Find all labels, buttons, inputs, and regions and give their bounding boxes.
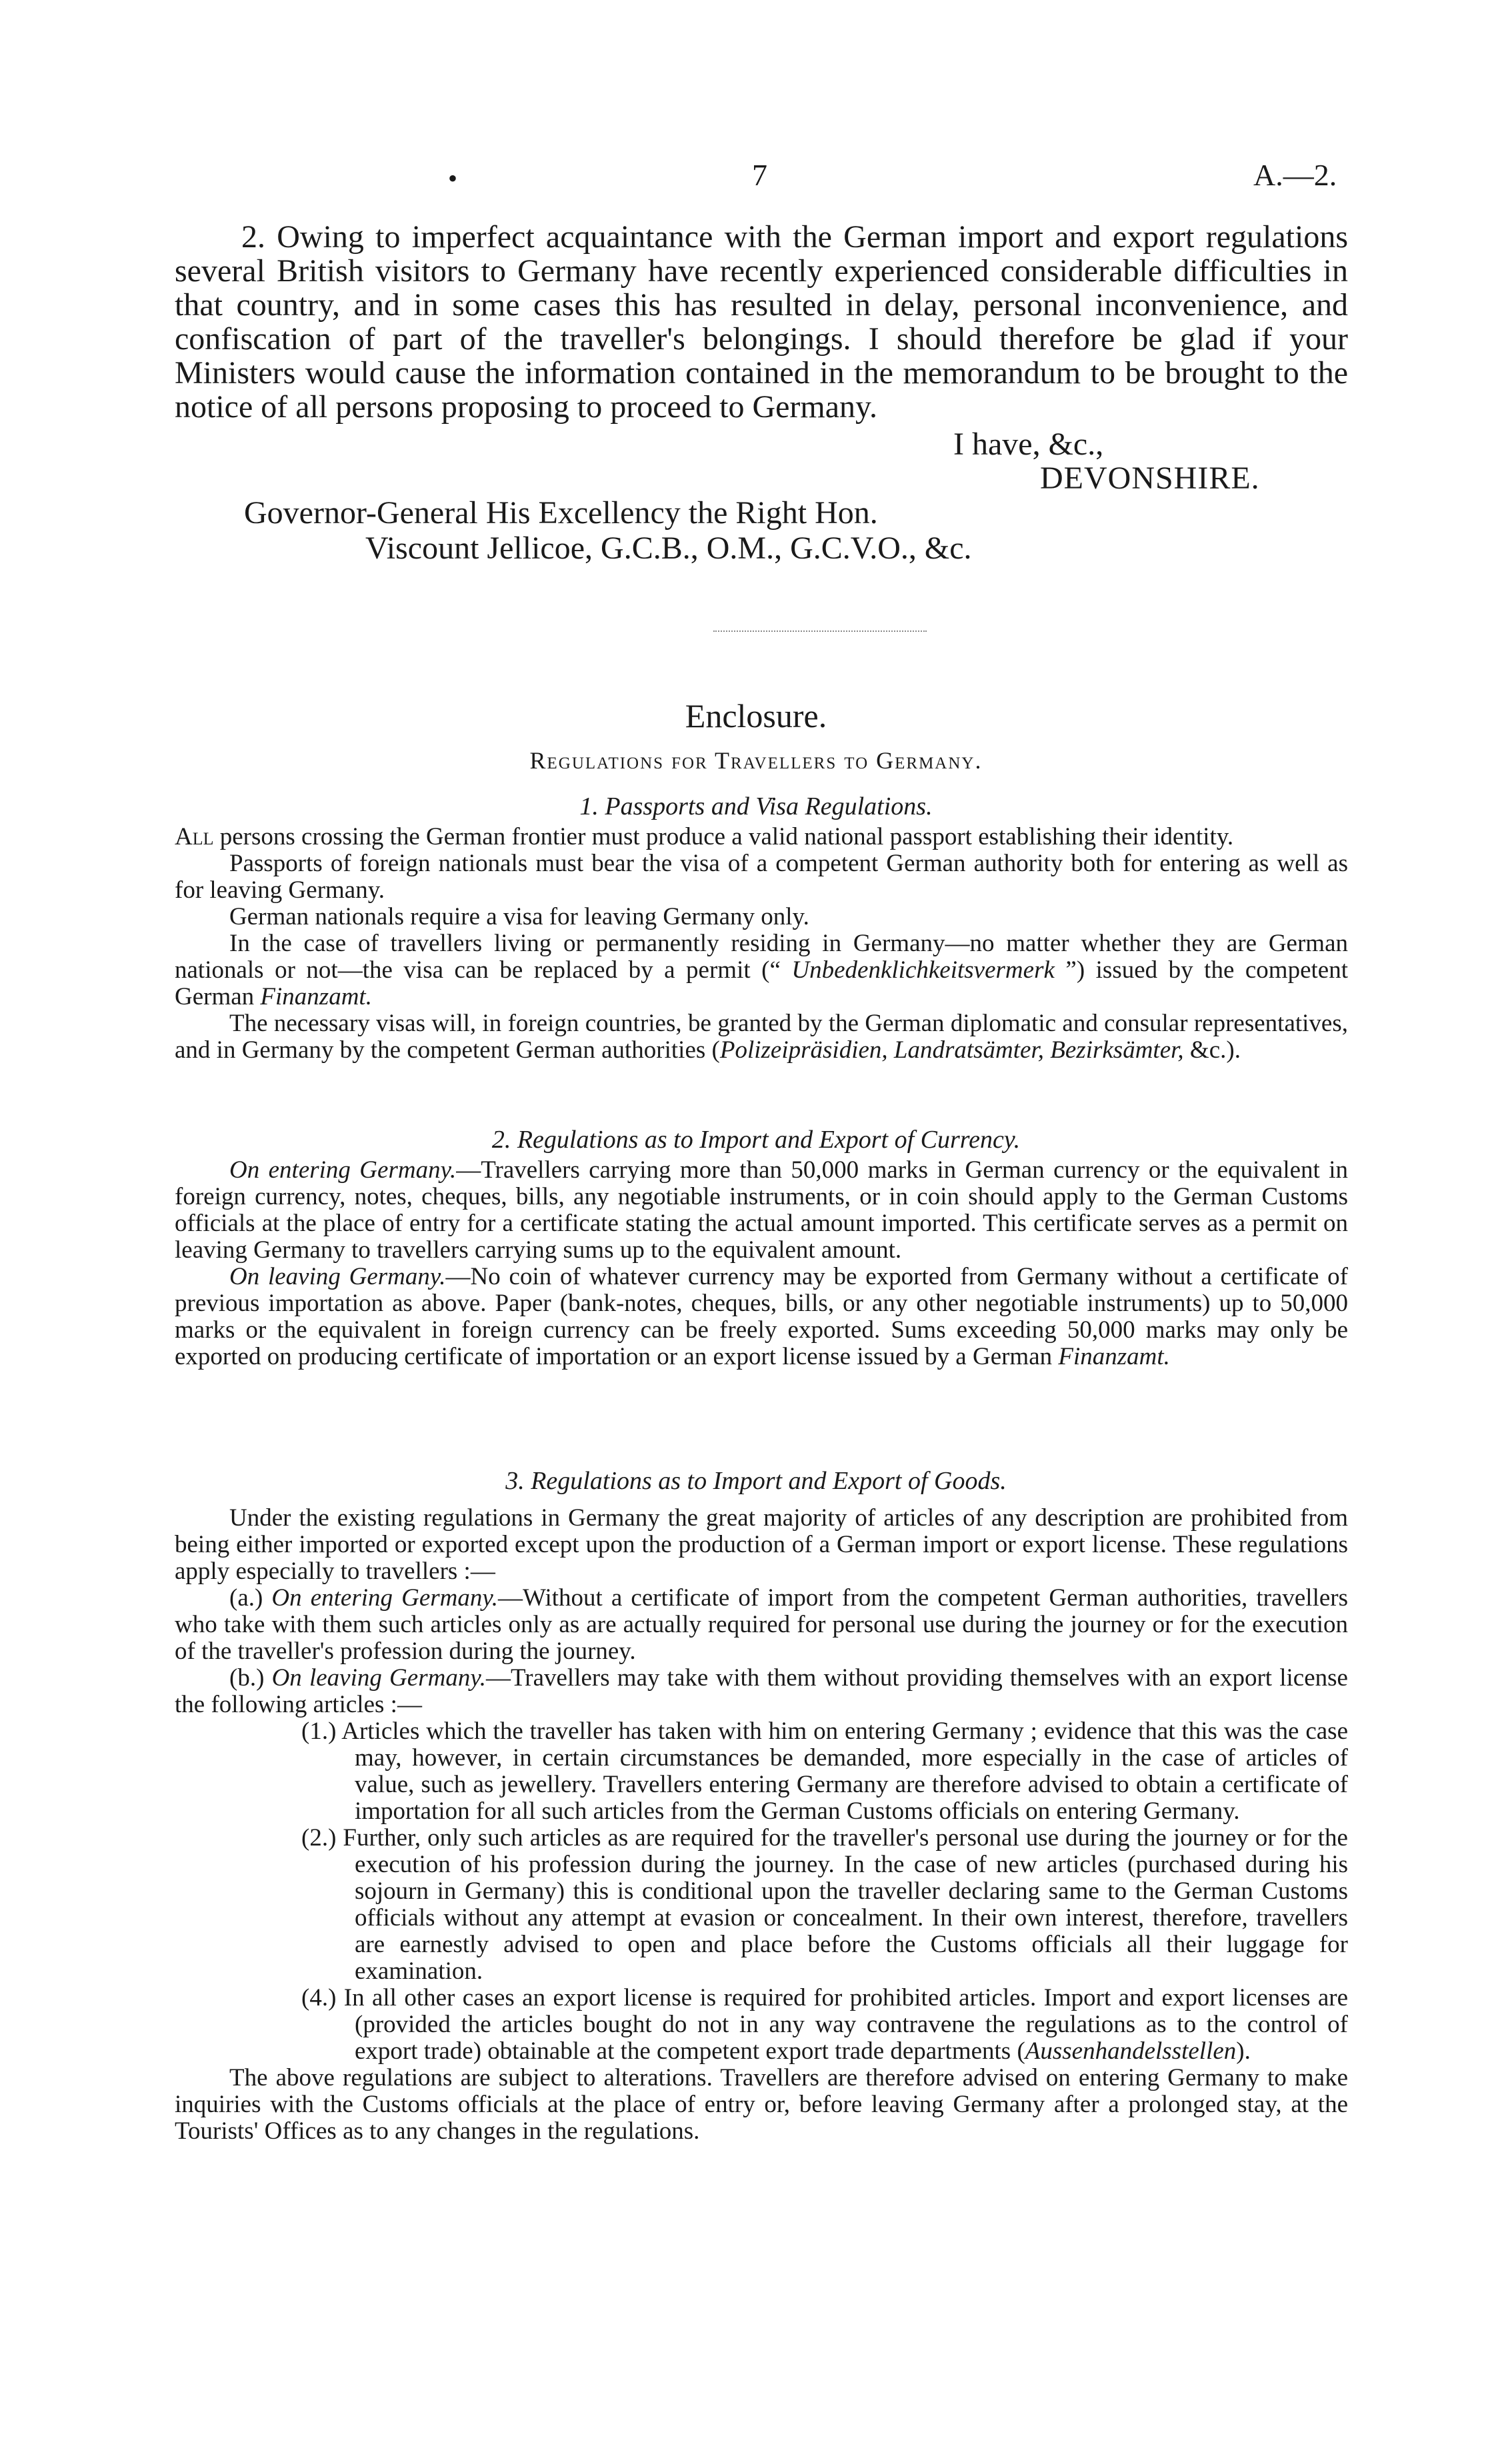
page-number: 7 bbox=[752, 158, 767, 192]
section-1-paragraph-5 bbox=[175, 1010, 1348, 1064]
paragraph-text: In the case of travellers living or permanently residing in Germany—no matter whether they are German nationals or not—the visa can be replaced by a permit (“ bbox=[175, 930, 1348, 984]
paragraph-text: ”) issued by the competent German bbox=[175, 956, 1348, 1010]
section-2-paragraph-1 bbox=[175, 1157, 1348, 1264]
section-1-paragraph-1 bbox=[175, 824, 1348, 850]
section-2-body bbox=[175, 1157, 1348, 1370]
paragraph-text: —Travellers carrying more than 50,000 marks in German currency or the equivalent in foreign currency, notes, cheques, bills, any negotiable instruments, or in coin should apply to the German Customs officials at the place of entry for a certificate stating the actual amount imported. This certificate serves as a permit on leaving Germany to travellers carrying sums up to the equivalent amount. bbox=[175, 1156, 1348, 1264]
letter-body bbox=[175, 220, 1348, 424]
item-number: (4.) bbox=[301, 1984, 344, 2011]
list-item-2 bbox=[175, 1825, 1348, 1985]
paragraph-text: &c.). bbox=[1183, 1036, 1241, 1064]
german-term: Unbedenklichkeitsvermerk bbox=[791, 956, 1055, 984]
run-in-heading: On leaving Germany. bbox=[271, 1664, 486, 1692]
addressee-line-1: Governor-General His Excellency the Right Hon. bbox=[244, 495, 878, 531]
run-in-heading: On entering Germany. bbox=[271, 1584, 499, 1612]
list-item-4 bbox=[175, 1985, 1348, 2065]
paragraph-text: —No coin of whatever currency may be exported from Germany without a certificate of previous importation as above. Paper (bank-notes, cheques, bills, or any other negotiable instruments) up to 50,000 marks or the equivalent in foreign currency can be freely exported. Sums exceeding 50,000 marks may only be exported on producing certificate of importation or an export license issued by a German bbox=[175, 1263, 1348, 1370]
item-text: Further, only such articles as are required for the traveller's personal use during the journey or for the execution of his profession during the journey. In the case of new articles (purchased during his sojourn in Germany) this is conditional upon the traveller declaring same to the German Customs officials without any attempt at evasion or concealment. In their own interest, therefore, travellers are earnestly advised to open and place before the Customs officials all their luggage for examination. bbox=[343, 1824, 1348, 1985]
clause-number: (a.) bbox=[229, 1584, 272, 1612]
section-1-paragraph-2: Passports of foreign nationals must bear the visa of a competent German authority both for entering as well as for leaving Germany. bbox=[175, 850, 1348, 904]
page-header bbox=[0, 157, 1512, 197]
enclosure-subtitle: Regulations for Travellers to Germany. bbox=[529, 747, 983, 774]
section-3-clause-b bbox=[175, 1665, 1348, 1718]
letter-signoff: I have, &c., bbox=[953, 427, 1104, 462]
item-number: (1.) bbox=[301, 1718, 342, 1745]
letter-signer: DEVONSHIRE. bbox=[1040, 461, 1260, 496]
enclosure-title: Enclosure. bbox=[685, 697, 827, 734]
item-number: (2.) bbox=[301, 1824, 343, 1851]
german-term: Finanzamt. bbox=[260, 983, 372, 1010]
run-in-heading: On entering Germany. bbox=[229, 1156, 457, 1184]
paragraph-text: persons crossing the German frontier must produce a valid national passport establishing their identity. bbox=[213, 823, 1234, 850]
german-term: Finanzamt. bbox=[1058, 1343, 1170, 1370]
section-2-paragraph-2 bbox=[175, 1264, 1348, 1370]
letter-paragraph: 2. Owing to imperfect acquaintance with the German import and export regulations several British visitors to Germany have recently experienced considerable difficulties in that country, and in some cases this has resulted in delay, personal inconvenience, and confiscation of part of the traveller's belongings. I should therefore be glad if your Ministers would cause the information contained in the memorandum to be brought to the notice of all persons proposing to proceed to Germany. bbox=[175, 219, 1348, 425]
section-1-heading: 1. Passports and Visa Regulations. bbox=[579, 792, 933, 820]
section-3-clause-a bbox=[175, 1585, 1348, 1665]
separator-rule bbox=[713, 630, 927, 632]
section-2-heading: 2. Regulations as to Import and Export of Currency. bbox=[491, 1126, 1021, 1154]
paragraph-text: —Without a certificate of import from the competent German authorities, travellers who take with them such articles only as are actually required for personal use during the journey or for the execution of the traveller's profession during the journey. bbox=[175, 1584, 1348, 1665]
paragraph-text: The necessary visas will, in foreign countries, be granted by the German diplomatic and consular representatives, and in Germany by the competent German authorities ( bbox=[175, 1010, 1348, 1064]
clause-number: (b.) bbox=[229, 1664, 272, 1692]
section-1-body bbox=[175, 824, 1348, 1064]
item-text: In all other cases an export license is required for prohibited articles. Import and export licenses are (provided the articles bought do not in any way contravene the regulations as to the control of export trade) obtainable at the competent export trade departments ( bbox=[343, 1984, 1349, 2065]
section-1-paragraph-3: German nationals require a visa for leaving Germany only. bbox=[229, 903, 809, 930]
section-3-final-paragraph: The above regulations are subject to alterations. Travellers are therefore advised on entering Germany to make inquiries with the Customs officials at the place of entry or, before leaving Germany after a prolonged stay, at the Tourists' Offices as to any changes in the regulations. bbox=[175, 2064, 1348, 2145]
section-1-paragraph-4 bbox=[175, 930, 1348, 1010]
german-term: Polizeipräsidien, Landratsämter, Bezirksämter, bbox=[719, 1036, 1184, 1064]
document-reference: A.—2. bbox=[1253, 158, 1337, 192]
german-term: Aussenhandelsstellen bbox=[1025, 2037, 1237, 2065]
item-text: Articles which the traveller has taken with him on entering Germany ; evidence that this was the case may, however, in certain circumstances be demanded, more especially in the case of articles of value, such as jewellery. Travellers entering Germany are therefore advised to obtain a certificate of importation for all such articles from the German Customs officials on entering Germany. bbox=[341, 1718, 1348, 1825]
list-item-1 bbox=[175, 1718, 1348, 1825]
section-3-body bbox=[175, 1505, 1348, 2145]
paragraph-text: —Travellers may take with them without providing themselves with an export license the following articles :— bbox=[175, 1664, 1348, 1718]
section-3-paragraph-1: Under the existing regulations in Germany the great majority of articles of any description are prohibited from being either imported or exported except upon the production of a German import or export license. These regulations apply especially to travellers :— bbox=[175, 1504, 1348, 1585]
section-3-heading: 3. Regulations as to Import and Export of Goods. bbox=[505, 1467, 1007, 1495]
item-text: ). bbox=[1236, 2037, 1251, 2065]
run-in-heading: On leaving Germany. bbox=[229, 1263, 446, 1290]
addressee-line-2: Viscount Jellicoe, G.C.B., O.M., G.C.V.O., &c. bbox=[365, 531, 972, 566]
lead-word: All bbox=[175, 823, 214, 850]
header-bullet: • bbox=[448, 163, 458, 193]
